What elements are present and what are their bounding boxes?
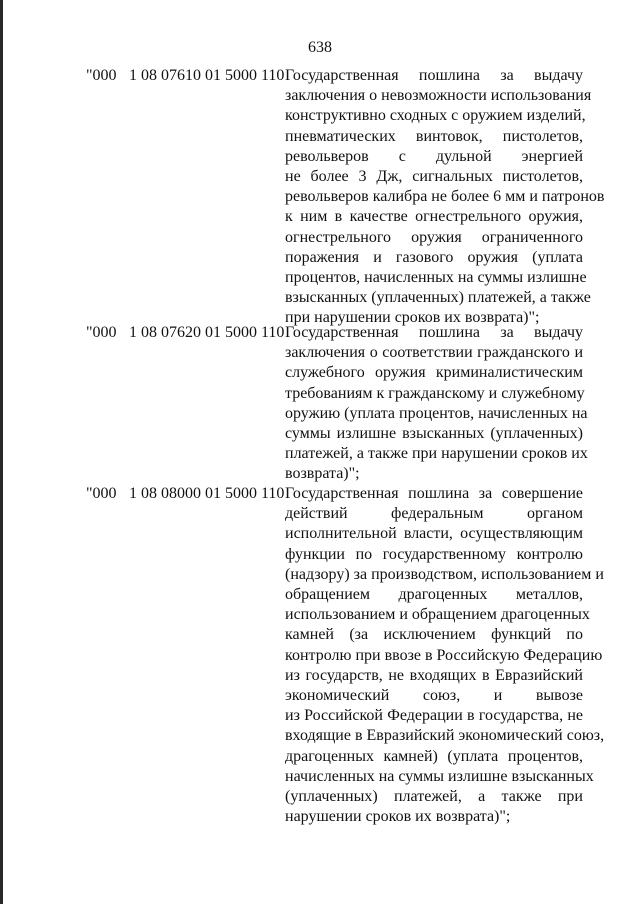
description-line: пневматических винтовок, пистолетов, xyxy=(285,127,583,145)
description-line: не более 3 Дж, сигнальных пистолетов, xyxy=(285,168,583,186)
code-prefix: "000 xyxy=(86,67,117,84)
description-line: требованиям к гражданскому и служебному xyxy=(285,384,585,402)
description-line: (надзору) за производством, использованием и xyxy=(285,565,604,583)
code-prefix: "000 xyxy=(86,324,117,341)
description-line: оружию (уплата процентов, начисленных на xyxy=(285,404,588,422)
description-line: при нарушении сроков их возврата)"; xyxy=(285,309,540,327)
budget-classification-code: 1 08 08000 01 5000 110 xyxy=(129,485,285,502)
description-line: взысканных (уплаченных) платежей, а также xyxy=(285,289,591,307)
description-line: к ним в качестве огнестрельного оружия, xyxy=(285,208,583,226)
description-line: (уплаченных) платежей, а также при xyxy=(285,788,583,806)
description-line: из государств, не входящих в Евразийский xyxy=(285,666,583,684)
code-prefix: "000 xyxy=(86,485,117,502)
page-number: 638 xyxy=(308,39,332,56)
description-line: служебного оружия криминалистическим xyxy=(285,364,583,382)
description-line: из Российской Федерации в государства, не xyxy=(285,707,583,725)
description-line: начисленных на суммы излишне взысканных xyxy=(285,767,594,785)
description-line: огнестрельного оружия ограниченного xyxy=(285,228,583,246)
entry-description xyxy=(285,323,588,485)
description-line: контролю при ввозе в Российскую Федерацию xyxy=(285,646,603,664)
description-line: входящие в Евразийский экономический союз, xyxy=(285,727,605,745)
description-line: поражения и газового оружия (уплата xyxy=(285,248,583,266)
description-line: платежей, а также при нарушении сроков их xyxy=(285,445,588,463)
description-line: Государственная пошлина за выдачу xyxy=(285,324,583,341)
description-line: экономический союз, и вывозе xyxy=(285,687,583,705)
description-line: функции по государственному контролю xyxy=(285,545,583,563)
entry-description xyxy=(285,484,605,827)
budget-classification-code: 1 08 07610 01 5000 110 xyxy=(129,67,285,84)
description-line: Государственная пошлина за совершение xyxy=(285,485,583,502)
description-line: суммы излишне взысканных (уплаченных) xyxy=(285,425,583,443)
scan-edge xyxy=(0,0,3,904)
description-line: драгоценных камней) (уплата процентов, xyxy=(285,747,583,765)
description-line: револьверов калибра не более 6 мм и патронов xyxy=(285,188,605,206)
description-line: револьверов с дульной энергией xyxy=(285,147,583,165)
description-line: конструктивно сходных с оружием изделий, xyxy=(285,107,586,125)
description-line: камней (за исключением функций по xyxy=(285,626,583,644)
entry-description xyxy=(285,66,605,329)
description-line: исполнительной власти, осуществляющим xyxy=(285,525,583,543)
description-line: возврата)"; xyxy=(285,465,360,483)
description-line: Государственная пошлина за выдачу xyxy=(285,67,583,84)
description-line: использованием и обращением драгоценных xyxy=(285,606,590,624)
description-line: нарушении сроков их возврата)"; xyxy=(285,808,511,826)
description-line: действий федеральным органом xyxy=(285,505,583,523)
description-line: заключения о невозможности использования xyxy=(285,87,592,105)
description-line: заключения о соответствии гражданского и xyxy=(285,344,583,362)
description-line: обращением драгоценных металлов, xyxy=(285,586,583,604)
description-line: процентов, начисленных на суммы излишне xyxy=(285,269,587,287)
budget-classification-code: 1 08 07620 01 5000 110 xyxy=(129,324,285,341)
